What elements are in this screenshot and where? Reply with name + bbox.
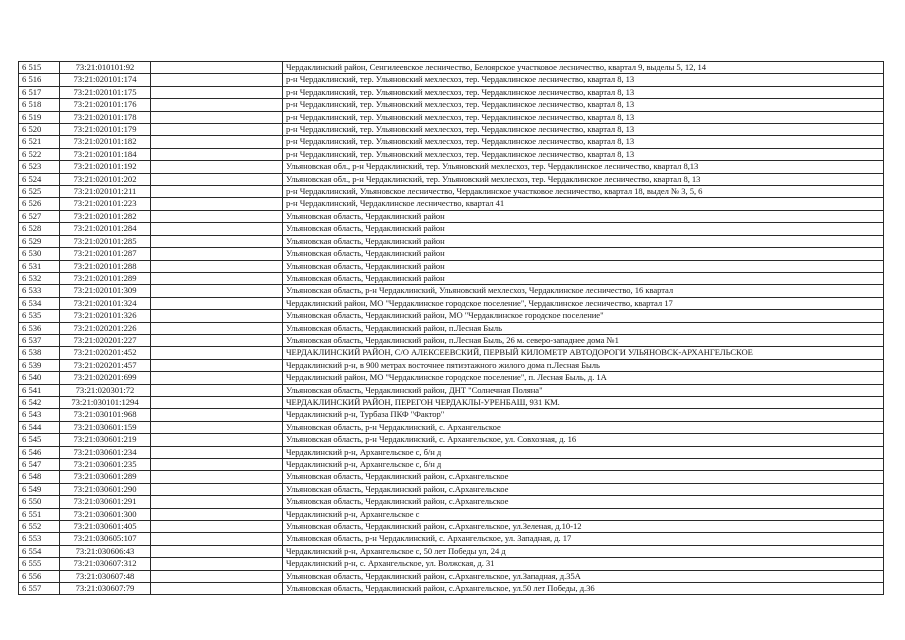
address-cell: Ульяновская область, Чердаклинский район, ДНТ "Солнечная Поляна" xyxy=(283,384,884,396)
empty-cell xyxy=(151,198,283,210)
empty-cell xyxy=(151,521,283,533)
cadastral-number-cell: 73:21:030101:968 xyxy=(60,409,151,421)
cadastral-number-cell: 73:21:030605:107 xyxy=(60,533,151,545)
empty-cell xyxy=(151,558,283,570)
cadastral-number-cell: 73:21:030607:312 xyxy=(60,558,151,570)
row-number-cell: 6 521 xyxy=(19,136,60,148)
empty-cell xyxy=(151,260,283,272)
row-number-cell: 6 555 xyxy=(19,558,60,570)
table-row xyxy=(19,322,884,334)
table-row xyxy=(19,508,884,520)
empty-cell xyxy=(151,124,283,136)
table-row xyxy=(19,359,884,371)
address-cell: Ульяновская область, Чердаклинский район, МО "Чердаклинское городское поселение" xyxy=(283,310,884,322)
empty-cell xyxy=(151,99,283,111)
empty-cell xyxy=(151,570,283,582)
address-cell: Чердаклинский р-н, в 900 метрах восточнее пятиэтажного жилого дома п.Лесная Быль xyxy=(283,359,884,371)
empty-cell xyxy=(151,483,283,495)
row-number-cell: 6 528 xyxy=(19,223,60,235)
table-row xyxy=(19,459,884,471)
cadastral-number-cell: 73:21:030601:405 xyxy=(60,521,151,533)
cadastral-number-cell: 73:21:020101:282 xyxy=(60,210,151,222)
row-number-cell: 6 541 xyxy=(19,384,60,396)
row-number-cell: 6 536 xyxy=(19,322,60,334)
address-cell: Ульяновская область, Чердаклинский район xyxy=(283,248,884,260)
row-number-cell: 6 532 xyxy=(19,272,60,284)
table-row xyxy=(19,86,884,98)
address-cell: Ульяновская область, Чердаклинский район xyxy=(283,260,884,272)
row-number-cell: 6 526 xyxy=(19,198,60,210)
empty-cell xyxy=(151,434,283,446)
row-number-cell: 6 531 xyxy=(19,260,60,272)
address-cell: Ульяновская область, Чердаклинский район, с.Архангельское, ул.Зеленая, д.10-12 xyxy=(283,521,884,533)
address-cell: ЧЕРДАКЛИНСКИЙ РАЙОН, ПЕРЕГОН ЧЕРДАКЛЫ-УРЕНБАШ, 931 КМ. xyxy=(283,396,884,408)
empty-cell xyxy=(151,508,283,520)
table-row xyxy=(19,558,884,570)
row-number-cell: 6 534 xyxy=(19,297,60,309)
row-number-cell: 6 524 xyxy=(19,173,60,185)
address-cell: Ульяновская область, р-н Чердаклинский, с. Архангельское xyxy=(283,421,884,433)
table-row xyxy=(19,198,884,210)
table-row xyxy=(19,124,884,136)
table-row xyxy=(19,396,884,408)
empty-cell xyxy=(151,62,283,74)
cadastral-number-cell: 73:21:030601:235 xyxy=(60,459,151,471)
address-cell: Чердаклинский р-н, Архангельское с, б/н д xyxy=(283,459,884,471)
cadastral-number-cell: 73:21:020101:175 xyxy=(60,86,151,98)
table-row xyxy=(19,62,884,74)
cadastral-number-cell: 73:21:020101:284 xyxy=(60,223,151,235)
empty-cell xyxy=(151,496,283,508)
empty-cell xyxy=(151,272,283,284)
table-row xyxy=(19,285,884,297)
row-number-cell: 6 540 xyxy=(19,372,60,384)
cadastral-number-cell: 73:21:020101:287 xyxy=(60,248,151,260)
address-cell: р-н Чердаклинский, тер. Ульяновский мехлесхоз, тер. Чердаклинское лесничество, квартал 8, 13 xyxy=(283,74,884,86)
row-number-cell: 6 522 xyxy=(19,148,60,160)
cadastral-number-cell: 73:21:020101:223 xyxy=(60,198,151,210)
address-cell: Чердаклинский р-н, Архангельское с, б/н д xyxy=(283,446,884,458)
row-number-cell: 6 556 xyxy=(19,570,60,582)
address-cell: Ульяновская область, р-н Чердаклинский, Ульяновский мехлесхоз, Чердаклинское лесничество, 16 квартал xyxy=(283,285,884,297)
table-row xyxy=(19,545,884,557)
cadastral-number-cell: 73:21:030601:159 xyxy=(60,421,151,433)
empty-cell xyxy=(151,310,283,322)
cadastral-number-cell: 73:21:030606:43 xyxy=(60,545,151,557)
row-number-cell: 6 535 xyxy=(19,310,60,322)
cadastral-number-cell: 73:21:030607:48 xyxy=(60,570,151,582)
cadastral-number-cell: 73:21:020101:192 xyxy=(60,161,151,173)
address-cell: р-н Чердаклинский, тер. Ульяновский мехлесхоз, тер. Чердаклинское лесничество, квартал 8, 13 xyxy=(283,148,884,160)
empty-cell xyxy=(151,223,283,235)
row-number-cell: 6 553 xyxy=(19,533,60,545)
table-row xyxy=(19,210,884,222)
table-row xyxy=(19,409,884,421)
address-cell: Ульяновская обл., р-н Чердаклинский, тер. Ульяновский мехлесхоз, тер. Чердаклинское лесничество, квартал 8,13 xyxy=(283,161,884,173)
row-number-cell: 6 546 xyxy=(19,446,60,458)
empty-cell xyxy=(151,248,283,260)
cadastral-number-cell: 73:21:030607:79 xyxy=(60,583,151,595)
empty-cell xyxy=(151,148,283,160)
table-row xyxy=(19,471,884,483)
cadastral-number-cell: 73:21:020101:324 xyxy=(60,297,151,309)
table-row xyxy=(19,223,884,235)
empty-cell xyxy=(151,210,283,222)
row-number-cell: 6 539 xyxy=(19,359,60,371)
row-number-cell: 6 515 xyxy=(19,62,60,74)
row-number-cell: 6 549 xyxy=(19,483,60,495)
table-row xyxy=(19,533,884,545)
address-cell: Чердаклинский р-н, Архангельское с xyxy=(283,508,884,520)
row-number-cell: 6 519 xyxy=(19,111,60,123)
cadastral-number-cell: 73:21:020201:699 xyxy=(60,372,151,384)
empty-cell xyxy=(151,396,283,408)
address-cell: Чердаклинский р-н, с. Архангельское, ул. Волжская, д. 31 xyxy=(283,558,884,570)
address-cell: Ульяновская область, Чердаклинский район xyxy=(283,272,884,284)
address-cell: Ульяновская область, Чердаклинский район xyxy=(283,223,884,235)
row-number-cell: 6 518 xyxy=(19,99,60,111)
empty-cell xyxy=(151,297,283,309)
row-number-cell: 6 552 xyxy=(19,521,60,533)
table-row xyxy=(19,434,884,446)
address-cell: Ульяновская область, Чердаклинский район, с.Архангельское, ул.Западная, д.35А xyxy=(283,570,884,582)
empty-cell xyxy=(151,459,283,471)
table-row xyxy=(19,248,884,260)
cadastral-number-cell: 73:21:010101:92 xyxy=(60,62,151,74)
address-cell: Чердаклинский район, МО "Чердаклинское городское поселение", п. Лесная Быль, д. 1А xyxy=(283,372,884,384)
row-number-cell: 6 551 xyxy=(19,508,60,520)
cadastral-number-cell: 73:21:020201:452 xyxy=(60,347,151,359)
row-number-cell: 6 557 xyxy=(19,583,60,595)
cadastral-number-cell: 73:21:030601:291 xyxy=(60,496,151,508)
row-number-cell: 6 530 xyxy=(19,248,60,260)
table-row xyxy=(19,173,884,185)
address-cell: ЧЕРДАКЛИНСКИЙ РАЙОН, С/О АЛЕКСЕЕВСКИЙ, ПЕРВЫЙ КИЛОМЕТР АВТОДОРОГИ УЛЬЯНОВСК-АРХАНГЕЛЬСКОЕ xyxy=(283,347,884,359)
table-row xyxy=(19,74,884,86)
cadastral-number-cell: 73:21:030601:289 xyxy=(60,471,151,483)
table-row xyxy=(19,347,884,359)
empty-cell xyxy=(151,446,283,458)
cadastral-number-cell: 73:21:030601:234 xyxy=(60,446,151,458)
empty-cell xyxy=(151,235,283,247)
table-row xyxy=(19,384,884,396)
table-row xyxy=(19,334,884,346)
row-number-cell: 6 542 xyxy=(19,396,60,408)
table-row xyxy=(19,421,884,433)
row-number-cell: 6 548 xyxy=(19,471,60,483)
address-cell: Ульяновская область, Чердаклинский район, с.Архангельское xyxy=(283,496,884,508)
cadastral-number-cell: 73:21:030601:290 xyxy=(60,483,151,495)
empty-cell xyxy=(151,136,283,148)
table-row xyxy=(19,496,884,508)
empty-cell xyxy=(151,421,283,433)
empty-cell xyxy=(151,173,283,185)
cadastral-number-cell: 73:21:020101:285 xyxy=(60,235,151,247)
table-row xyxy=(19,186,884,198)
cadastral-number-cell: 73:21:020101:184 xyxy=(60,148,151,160)
empty-cell xyxy=(151,583,283,595)
row-number-cell: 6 533 xyxy=(19,285,60,297)
cadastral-number-cell: 73:21:020201:226 xyxy=(60,322,151,334)
table-row xyxy=(19,583,884,595)
cadastral-table xyxy=(18,61,884,595)
cadastral-number-cell: 73:21:030601:219 xyxy=(60,434,151,446)
row-number-cell: 6 545 xyxy=(19,434,60,446)
empty-cell xyxy=(151,384,283,396)
address-cell: р-н Чердаклинский, тер. Ульяновский мехлесхоз, тер. Чердаклинское лесничество, квартал 8, 13 xyxy=(283,136,884,148)
address-cell: Ульяновская область, Чердаклинский район, с.Архангельское xyxy=(283,471,884,483)
cadastral-number-cell: 73:21:020101:179 xyxy=(60,124,151,136)
address-cell: р-н Чердаклинский, Чердаклинское лесничество, квартал 41 xyxy=(283,198,884,210)
table-body xyxy=(19,62,884,595)
table-row xyxy=(19,310,884,322)
cadastral-number-cell: 73:21:020101:309 xyxy=(60,285,151,297)
empty-cell xyxy=(151,359,283,371)
address-cell: Чердаклинский р-н, Архангельское с, 50 лет Победы ул, 24 д xyxy=(283,545,884,557)
address-cell: Чердаклинский район, МО "Чердаклинское городское поселение", Чердаклинское лесничество, квартал 17 xyxy=(283,297,884,309)
cadastral-number-cell: 73:21:030601:300 xyxy=(60,508,151,520)
cadastral-number-cell: 73:21:020101:174 xyxy=(60,74,151,86)
cadastral-number-cell: 73:21:020101:288 xyxy=(60,260,151,272)
address-cell: Ульяновская область, Чердаклинский район xyxy=(283,235,884,247)
cadastral-number-cell: 73:21:020201:457 xyxy=(60,359,151,371)
table-row xyxy=(19,136,884,148)
row-number-cell: 6 523 xyxy=(19,161,60,173)
row-number-cell: 6 543 xyxy=(19,409,60,421)
row-number-cell: 6 529 xyxy=(19,235,60,247)
cadastral-number-cell: 73:21:030101:1294 xyxy=(60,396,151,408)
cadastral-number-cell: 73:21:020101:176 xyxy=(60,99,151,111)
cadastral-number-cell: 73:21:020101:178 xyxy=(60,111,151,123)
row-number-cell: 6 538 xyxy=(19,347,60,359)
address-cell: Ульяновская область, р-н Чердаклинский, с. Архангельское, ул. Совхозная, д. 16 xyxy=(283,434,884,446)
table-row xyxy=(19,570,884,582)
address-cell: р-н Чердаклинский, Ульяновское лесничество, Чердаклинское участковое лесничество, квартал 18, выдел № 3, 5, 6 xyxy=(283,186,884,198)
address-cell: Ульяновская область, Чердаклинский район, с.Архангельское xyxy=(283,483,884,495)
cadastral-number-cell: 73:21:020201:227 xyxy=(60,334,151,346)
table-row xyxy=(19,272,884,284)
table-row xyxy=(19,99,884,111)
address-cell: р-н Чердаклинский, тер. Ульяновский мехлесхоз, тер. Чердаклинское лесничество, квартал 8, 13 xyxy=(283,86,884,98)
table-row xyxy=(19,235,884,247)
empty-cell xyxy=(151,322,283,334)
row-number-cell: 6 525 xyxy=(19,186,60,198)
table-row xyxy=(19,483,884,495)
address-cell: Чердаклинский район, Сенгилеевское лесничество, Белоярское участковое лесничество, квартал 9, выделы 5, 12, 14 xyxy=(283,62,884,74)
address-cell: р-н Чердаклинский, тер. Ульяновский мехлесхоз, тер. Чердаклинское лесничество, квартал 8, 13 xyxy=(283,124,884,136)
empty-cell xyxy=(151,471,283,483)
address-cell: р-н Чердаклинский, тер. Ульяновский мехлесхоз, тер. Чердаклинское лесничество, квартал 8, 13 xyxy=(283,111,884,123)
empty-cell xyxy=(151,545,283,557)
empty-cell xyxy=(151,111,283,123)
table-row xyxy=(19,446,884,458)
address-cell: Ульяновская область, Чердаклинский район xyxy=(283,210,884,222)
row-number-cell: 6 516 xyxy=(19,74,60,86)
empty-cell xyxy=(151,285,283,297)
table-row xyxy=(19,297,884,309)
cadastral-number-cell: 73:21:020101:182 xyxy=(60,136,151,148)
address-cell: Ульяновская область, Чердаклинский район, п.Лесная Быль xyxy=(283,322,884,334)
empty-cell xyxy=(151,409,283,421)
row-number-cell: 6 544 xyxy=(19,421,60,433)
row-number-cell: 6 547 xyxy=(19,459,60,471)
address-cell: Чердаклинский р-н, Турбаза ПКФ "Фактор" xyxy=(283,409,884,421)
cadastral-number-cell: 73:21:020301:72 xyxy=(60,384,151,396)
empty-cell xyxy=(151,86,283,98)
cadastral-number-cell: 73:21:020101:211 xyxy=(60,186,151,198)
address-cell: Ульяновская область, Чердаклинский район, п.Лесная Быль, 26 м. северо-западнее дома №1 xyxy=(283,334,884,346)
cadastral-number-cell: 73:21:020101:289 xyxy=(60,272,151,284)
empty-cell xyxy=(151,533,283,545)
row-number-cell: 6 520 xyxy=(19,124,60,136)
row-number-cell: 6 554 xyxy=(19,545,60,557)
empty-cell xyxy=(151,186,283,198)
empty-cell xyxy=(151,334,283,346)
address-cell: р-н Чердаклинский, тер. Ульяновский мехлесхоз, тер. Чердаклинское лесничество, квартал 8, 13 xyxy=(283,99,884,111)
cadastral-number-cell: 73:21:020101:202 xyxy=(60,173,151,185)
empty-cell xyxy=(151,161,283,173)
empty-cell xyxy=(151,372,283,384)
address-cell: Ульяновская обл., р-н Чердаклинский, тер. Ульяновский мехлесхоз, тер. Чердаклинское лесничество, квартал 8, 13 xyxy=(283,173,884,185)
empty-cell xyxy=(151,347,283,359)
address-cell: Ульяновская область, р-н Чердаклинский, с. Архангельское, ул. Западная, д. 17 xyxy=(283,533,884,545)
table-row xyxy=(19,521,884,533)
table-row xyxy=(19,148,884,160)
table-row xyxy=(19,260,884,272)
row-number-cell: 6 527 xyxy=(19,210,60,222)
table-row xyxy=(19,161,884,173)
row-number-cell: 6 550 xyxy=(19,496,60,508)
cadastral-number-cell: 73:21:020101:326 xyxy=(60,310,151,322)
table-row xyxy=(19,111,884,123)
table-row xyxy=(19,372,884,384)
row-number-cell: 6 537 xyxy=(19,334,60,346)
address-cell: Ульяновская область, Чердаклинский район, с.Архангельское, ул.50 лет Победы, д.36 xyxy=(283,583,884,595)
row-number-cell: 6 517 xyxy=(19,86,60,98)
empty-cell xyxy=(151,74,283,86)
